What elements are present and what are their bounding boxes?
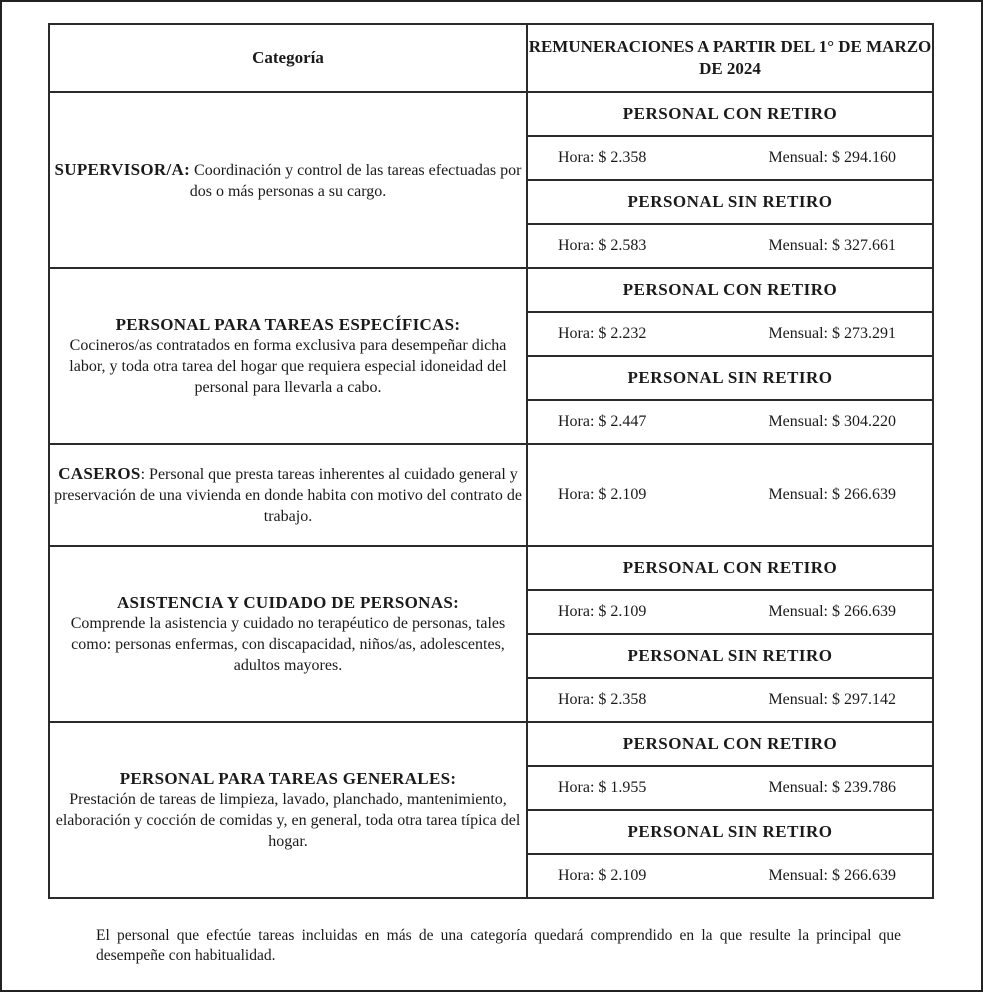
rate-hora: Hora: $ 2.358 [558,691,647,708]
rate-cell [527,400,933,444]
rate-mensual: Mensual: $ 266.639 [768,603,896,620]
rate-mensual: Mensual: $ 304.220 [768,413,896,430]
category-description: Comprende la asistencia y cuidado no terapéutico de personas, tales como: personas enfermas, con discapacidad, niños/as, adolescentes, adultos mayores. [70,615,506,674]
category-description: Cocineros/as contratados en forma exclusiva para desempeñar dicha labor, y toda otra tarea del hogar que requiera especial idoneidad del personal para llevarla a cabo. [69,337,507,396]
table-row [49,268,933,312]
subheader-con-retiro: PERSONAL CON RETIRO [527,268,933,312]
category-especificas [49,268,527,444]
rate-cell [527,854,933,898]
rate-cell [527,312,933,356]
rate-mensual: Mensual: $ 266.639 [768,867,896,884]
subheader-con-retiro: PERSONAL CON RETIRO [527,92,933,136]
category-generales [49,722,527,898]
category-title: CASEROS [58,464,141,483]
rate-cell [527,766,933,810]
header-remuneration: REMUNERACIONES A PARTIR DEL 1° DE MARZO DE 2024 [527,24,933,92]
rate-mensual: Mensual: $ 327.661 [768,237,896,254]
subheader-con-retiro: PERSONAL CON RETIRO [527,546,933,590]
rate-mensual: Mensual: $ 294.160 [768,149,896,166]
rate-hora: Hora: $ 2.358 [558,149,647,166]
category-supervisor [49,92,527,268]
category-description: : Personal que presta tareas inherentes al cuidado general y preservación de una vivienda en donde habita con motivo del contrato de trabajo. [54,466,522,525]
rate-mensual: Mensual: $ 297.142 [768,691,896,708]
footnote: El personal que efectúe tareas incluidas en más de una categoría quedará comprendido en la que resulte la principal que desempeñe con habitualidad. [96,927,901,964]
rate-hora: Hora: $ 2.109 [558,486,647,503]
remuneration-table [48,23,934,899]
table-row [49,444,933,546]
rate-mensual: Mensual: $ 273.291 [768,325,896,342]
rate-cell [527,678,933,722]
header-category: Categoría [49,24,527,92]
subheader-sin-retiro: PERSONAL SIN RETIRO [527,634,933,678]
rate-cell [527,136,933,180]
header-row [49,24,933,92]
table-row [49,546,933,590]
category-title: ASISTENCIA Y CUIDADO DE PERSONAS: [116,593,460,612]
rate-mensual: Mensual: $ 266.639 [768,486,896,503]
rate-hora: Hora: $ 2.447 [558,413,647,430]
rate-hora: Hora: $ 2.109 [558,603,647,620]
rate-hora: Hora: $ 2.583 [558,237,647,254]
rate-mensual: Mensual: $ 239.786 [768,779,896,796]
category-description: Prestación de tareas de limpieza, lavado, planchado, mantenimiento, elaboración y cocción de comidas y, en general, toda otra tarea típica del hogar. [55,791,521,850]
rate-hora: Hora: $ 1.955 [558,779,647,796]
rate-hora: Hora: $ 2.109 [558,867,647,884]
subheader-sin-retiro: PERSONAL SIN RETIRO [527,810,933,854]
category-title: SUPERVISOR/A: [54,159,191,179]
subheader-sin-retiro: PERSONAL SIN RETIRO [527,180,933,224]
rate-cell [527,444,933,546]
category-asistencia [49,546,527,722]
rate-cell [527,224,933,268]
subheader-con-retiro: PERSONAL CON RETIRO [527,722,933,766]
category-caseros [49,444,527,546]
table-row [49,92,933,136]
category-title: PERSONAL PARA TAREAS ESPECÍFICAS: [115,315,461,334]
subheader-sin-retiro: PERSONAL SIN RETIRO [527,356,933,400]
category-title: PERSONAL PARA TAREAS GENERALES: [119,769,457,788]
rate-cell [527,590,933,634]
rate-hora: Hora: $ 2.232 [558,325,647,342]
table-row [49,722,933,766]
category-description: Coordinación y control de las tareas efectuadas por dos o más personas a su cargo. [189,161,522,200]
